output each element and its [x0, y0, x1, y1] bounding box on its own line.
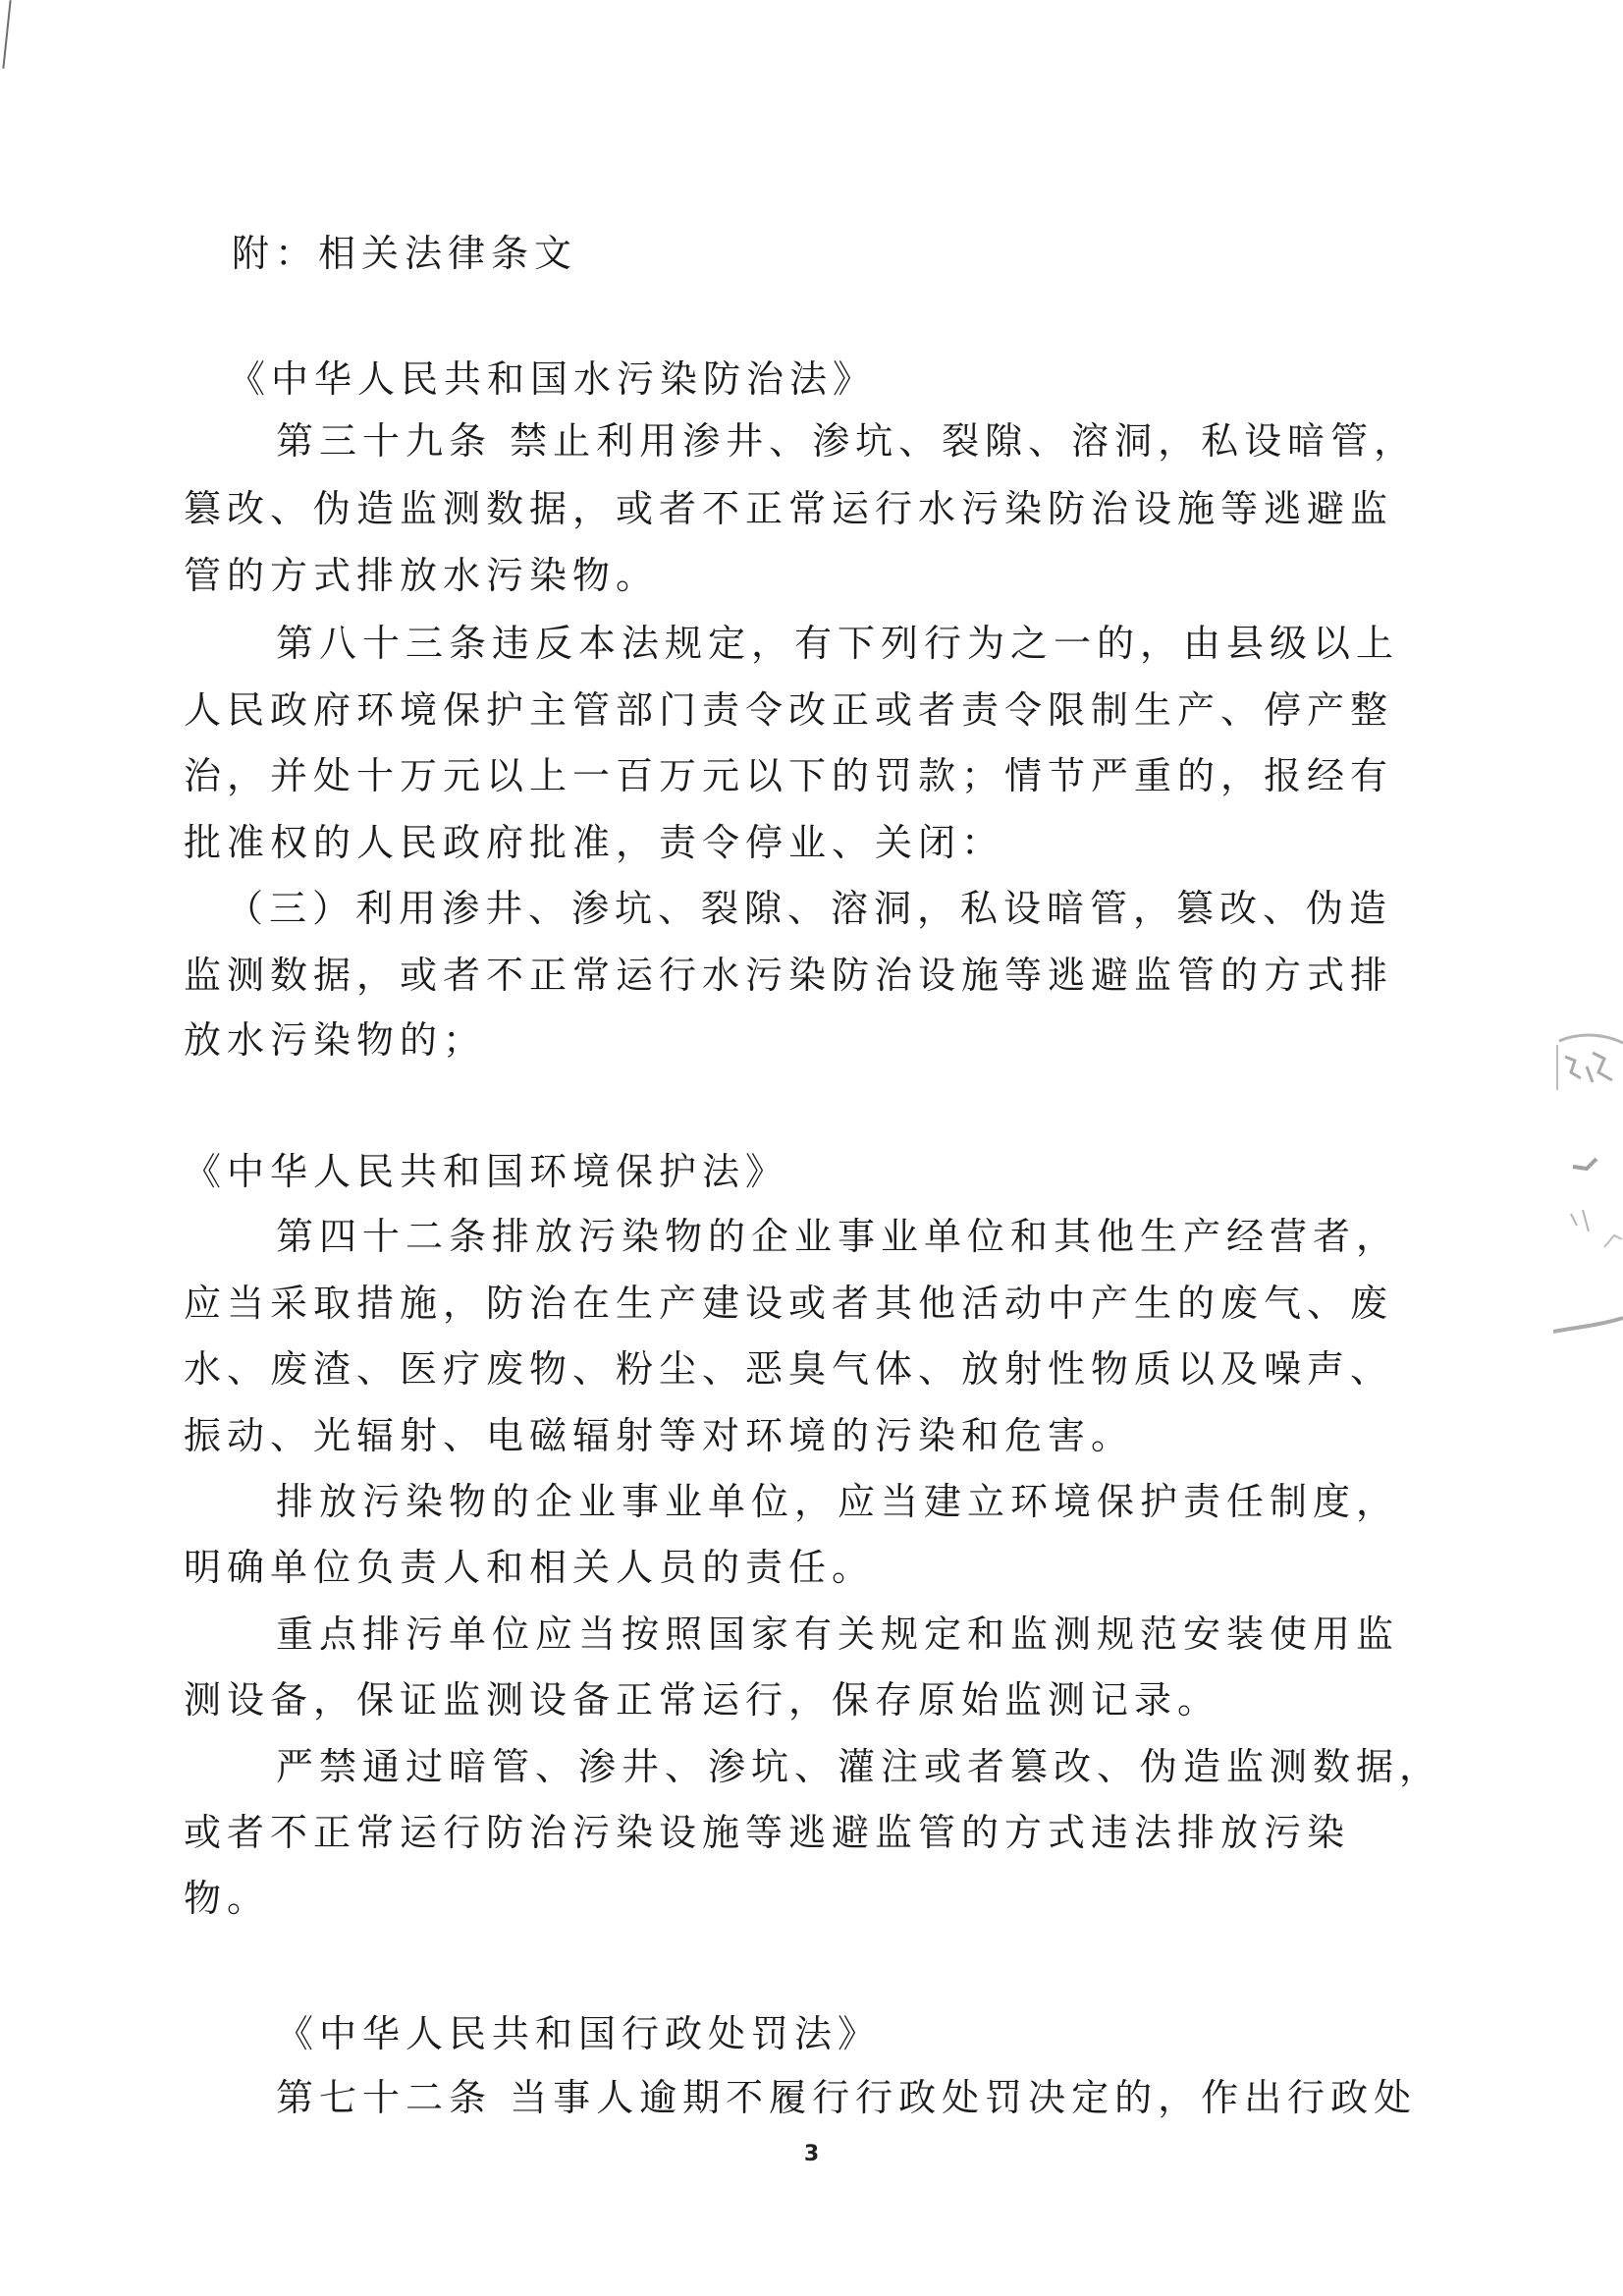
body-line: 监测数据，或者不正常运行水污染防治设施等逃避监管的方式排 — [184, 954, 1394, 997]
body-line: 篡改、伪造监测数据，或者不正常运行水污染防治设施等逃避监 — [184, 487, 1394, 530]
partial-seal-stamp — [1553, 1021, 1623, 1345]
scan-edge-mark — [2, 0, 11, 69]
body-line: 严禁通过暗管、渗井、渗坑、灌注或者篡改、伪造监测数据， — [276, 1745, 1443, 1788]
body-line: 批准权的人民政府批准，责令停业、关闭： — [184, 821, 1005, 864]
body-line: 人民政府环境保护主管部门责令改正或者责令限制生产、停产整 — [184, 688, 1394, 732]
body-line: 应当采取措施，防治在生产建设或者其他活动中产生的废气、废 — [184, 1282, 1394, 1325]
body-line: 第八十三条违反本法规定，有下列行为之一的，由县级以上 — [276, 622, 1400, 665]
page-number: 3 — [803, 2142, 820, 2166]
body-line: 管的方式排放水污染物。 — [184, 554, 660, 597]
body-line: 第四十二条排放污染物的企业事业单位和其他生产经营者， — [276, 1215, 1400, 1258]
section-title-water-pollution-law: 《中华人民共和国水污染防治法》 — [228, 357, 877, 401]
section-title-administrative-penalty-law: 《中华人民共和国行政处罚法》 — [276, 2012, 882, 2055]
body-line: 振动、光辐射、电磁辐射等对环境的污染和危害。 — [184, 1414, 1135, 1457]
body-line: 放水污染物的； — [184, 1018, 487, 1062]
section-title-environmental-protection-law: 《中华人民共和国环境保护法》 — [184, 1150, 789, 1193]
body-line: 水、废渣、医疗废物、粉尘、恶臭气体、放射性物质以及噪声、 — [184, 1347, 1394, 1391]
body-line: 物。 — [184, 1877, 271, 1920]
body-line: 重点排污单位应当按照国家有关规定和监测规范安装使用监 — [276, 1613, 1400, 1656]
attachment-heading: 附：相关法律条文 — [232, 232, 578, 275]
body-line: 测设备，保证监测设备正常运行，保存原始监测记录。 — [184, 1678, 1221, 1722]
body-line: 第七十二条 当事人逾期不履行行政处罚决定的，作出行政处 — [276, 2076, 1418, 2119]
body-line: 排放污染物的企业事业单位，应当建立环境保护责任制度， — [276, 1480, 1400, 1523]
body-line: 第三十九条 禁止利用渗井、渗坑、裂隙、溶洞，私设暗管， — [276, 419, 1418, 463]
body-line: 明确单位负责人和相关人员的责任。 — [184, 1546, 876, 1589]
body-line: （三）利用渗井、渗坑、裂隙、溶洞，私设暗管，篡改、伪造 — [226, 887, 1393, 930]
body-line: 治，并处十万元以上一百万元以下的罚款；情节严重的，报经有 — [184, 754, 1394, 797]
body-line: 或者不正常运行防治污染设施等逃避监管的方式违法排放污染 — [184, 1811, 1351, 1854]
